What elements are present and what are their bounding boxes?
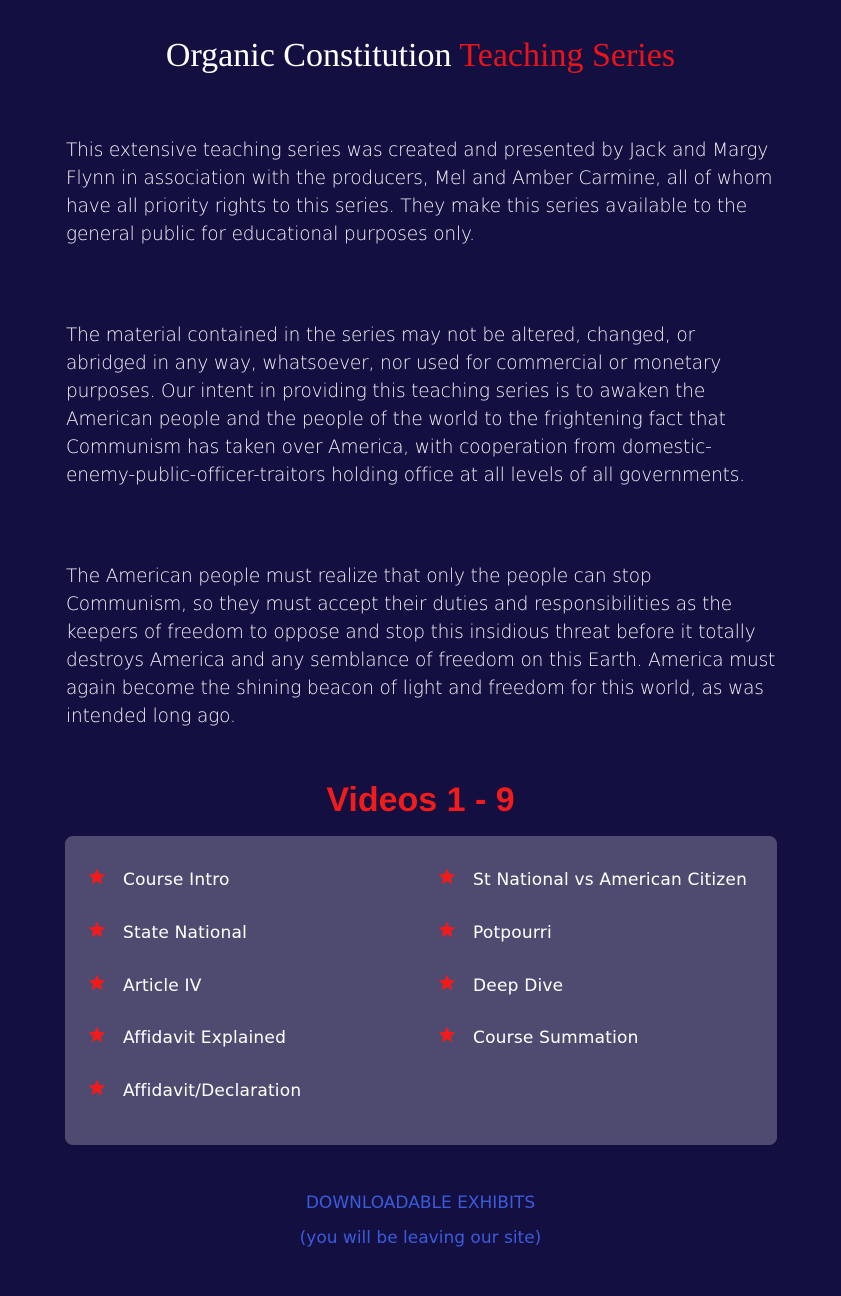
videos-heading: Videos 1 - 9 (326, 781, 515, 819)
video-label: St National vs American Citizen (473, 870, 748, 891)
video-link-article-iv[interactable] (87, 959, 301, 1012)
star-icon (437, 973, 457, 993)
video-label: Deep Dive (473, 975, 564, 996)
star-icon (437, 1025, 457, 1045)
downloadable-exhibits-link[interactable]: DOWNLOADABLE EXHIBITS (305, 1193, 536, 1213)
video-link-potpourri[interactable] (437, 907, 747, 960)
video-label: Potpourri (473, 923, 552, 944)
video-link-deep-dive[interactable] (437, 959, 747, 1012)
video-list-panel (65, 836, 777, 1145)
star-icon (437, 920, 457, 940)
video-link-course-summation[interactable] (437, 1012, 747, 1065)
video-link-affidavit-declaration[interactable] (87, 1065, 301, 1118)
star-icon (87, 1078, 107, 1098)
video-label: Article IV (123, 975, 202, 996)
video-list-right (437, 854, 747, 1065)
intro-paragraph-1: This extensive teaching series was created and presented by Jack and Margy Flynn in association with the producers, Mel and Amber Carmine, all of whom have all priority rights to this series. They make this series available to the general public for educational purposes only. (66, 140, 773, 245)
star-icon (87, 867, 107, 887)
video-link-course-intro[interactable] (87, 854, 301, 907)
leaving-site-note[interactable]: (you will be leaving our site) (299, 1228, 542, 1248)
video-label: Affidavit/Declaration (123, 1081, 302, 1102)
video-list-left (87, 854, 301, 1117)
video-label: Affidavit Explained (123, 1028, 287, 1049)
video-link-st-national-vs-american-citizen[interactable] (437, 854, 747, 907)
video-label: Course Intro (123, 870, 230, 891)
video-link-affidavit-explained[interactable] (87, 1012, 301, 1065)
video-label: Course Summation (473, 1028, 639, 1049)
video-link-state-national[interactable] (87, 907, 301, 960)
video-label: State National (123, 923, 248, 944)
page-title (0, 34, 841, 78)
star-icon (87, 1025, 107, 1045)
page-title-main: Organic Constitution (165, 37, 452, 74)
intro-paragraph-2: The material contained in the series may not be altered, changed, or abridged in any way, whatsoever, nor used for commercial or monetary purposes. Our intent in providing this teaching series is to awaken the American people and the people of the world to the frightening fact that Communism has taken over America, with cooperation from domestic-enemy-public-officer-traitors holding office at all levels of all governments. (66, 325, 745, 486)
star-icon (437, 867, 457, 887)
page-title-accent: Teaching Series (459, 37, 676, 74)
intro-paragraph-3: The American people must realize that only the people can stop Communism, so they must accept their duties and responsibilities as the keepers of freedom to oppose and stop this insidious threat before it totally destroys America and any semblance of freedom on this Earth. America must again become the shining beacon of light and freedom for this world, as was intended long ago. (66, 566, 776, 727)
star-icon (87, 973, 107, 993)
star-icon (87, 920, 107, 940)
